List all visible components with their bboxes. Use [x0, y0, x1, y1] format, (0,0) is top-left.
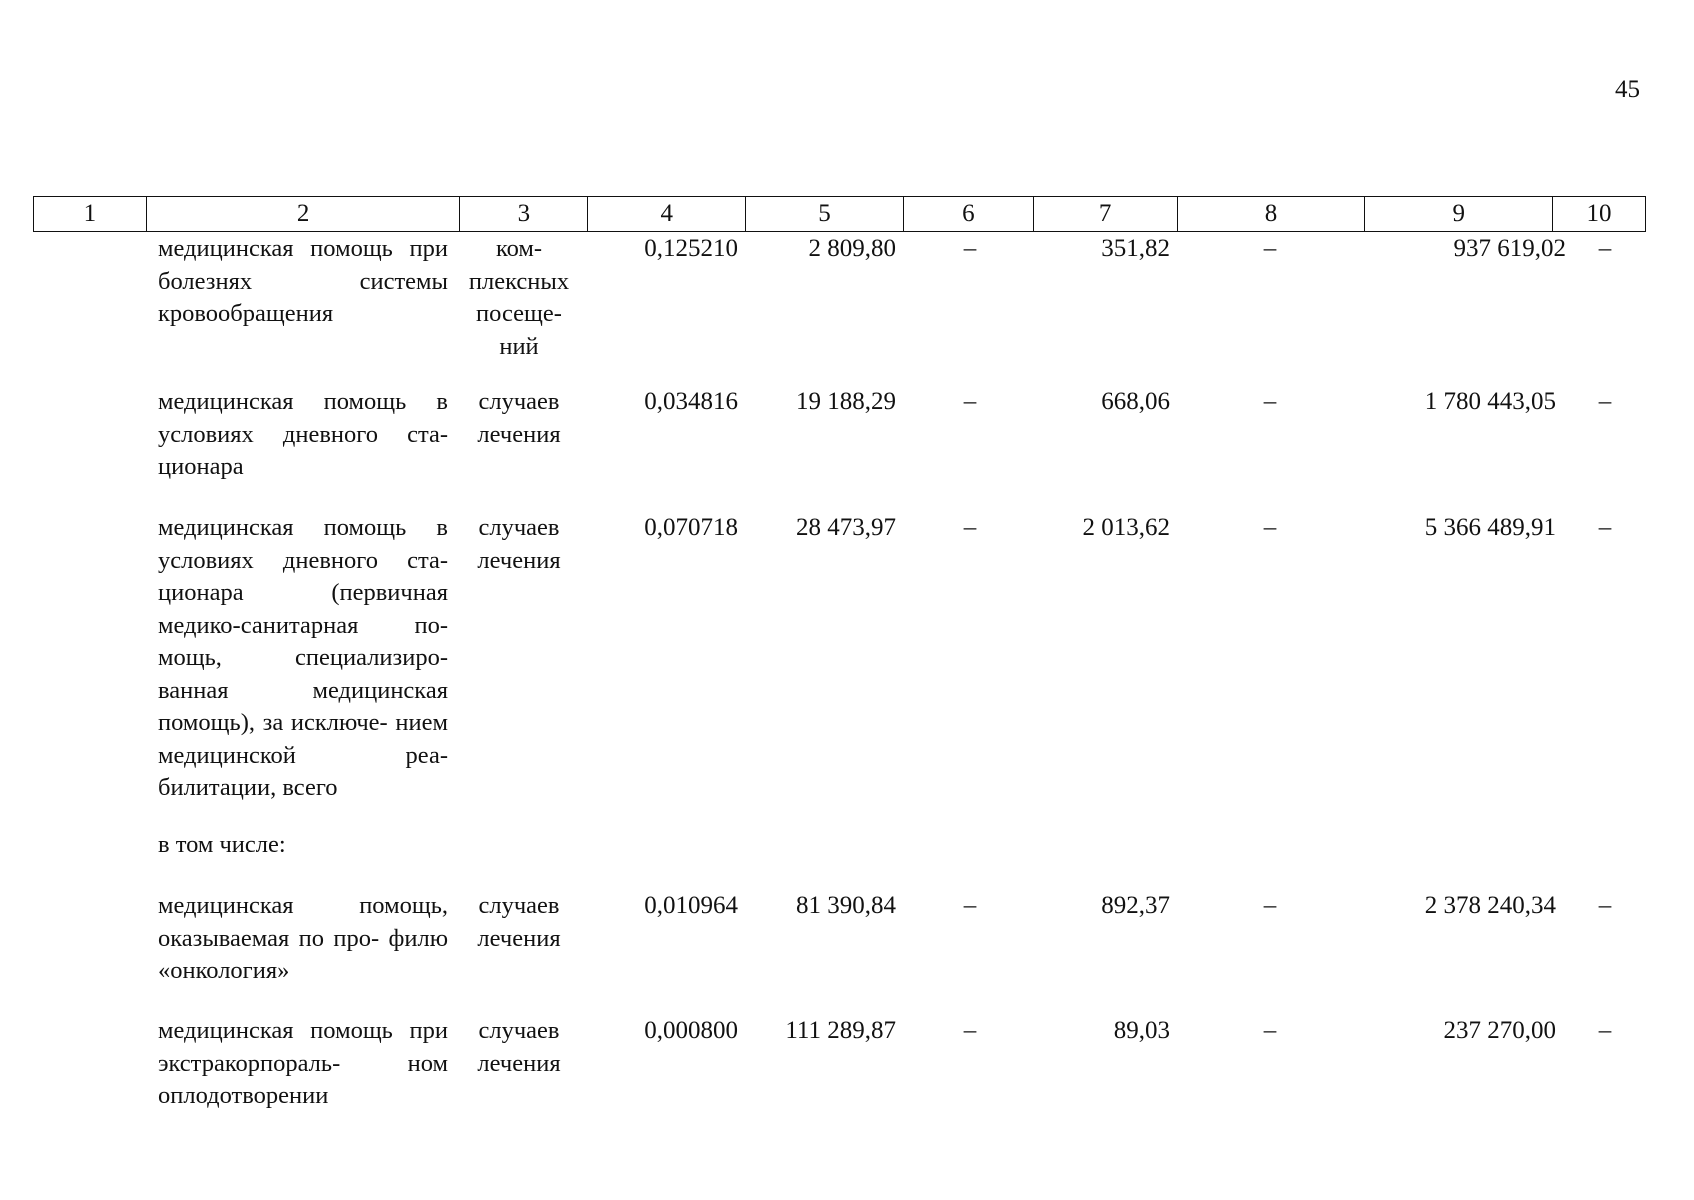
row-c4: 0,034816 [644, 388, 738, 415]
row-unit: случаев лечения [477, 514, 561, 574]
header-cell: 10 [1586, 200, 1612, 227]
row-name: медицинская помощь в условиях дневного ста- ционара [158, 388, 448, 480]
row-c5: 81 390,84 [796, 892, 896, 919]
row-c8: – [1263, 514, 1277, 541]
header-cell: 1 [34, 197, 147, 231]
header-cell: 8 [1178, 197, 1366, 231]
row-c10: – [1598, 235, 1612, 262]
row-c5: 19 188,29 [796, 388, 896, 415]
row-c10: – [1598, 514, 1612, 541]
row-c6: – [963, 514, 977, 541]
row-c4: 0,000800 [644, 1017, 738, 1044]
section-label: в том числе: [158, 831, 286, 858]
row-c10: – [1598, 892, 1612, 919]
row-unit: ком- плексных посеще- ний [468, 235, 570, 360]
row-c7: 668,06 [1101, 388, 1170, 415]
row-c4: 0,125210 [644, 235, 738, 262]
header-cell: 3 [460, 197, 588, 231]
row-c7: 892,37 [1101, 892, 1170, 919]
row-c7: 2 013,62 [1082, 514, 1170, 541]
header-cell: 2 [147, 197, 461, 231]
row-c9: 2 378 240,34 [1424, 892, 1556, 919]
row-c10: – [1598, 1017, 1612, 1044]
header-cell: 5 [746, 197, 904, 231]
header-cell: 4 [588, 197, 746, 231]
header-cell: 6 [904, 197, 1034, 231]
row-unit: случаев лечения [477, 892, 561, 952]
row-c9: 5 366 489,91 [1424, 514, 1556, 541]
row-name: медицинская помощь при болезнях системы кровообращения [158, 235, 448, 327]
row-c8: – [1263, 1017, 1277, 1044]
row-name: медицинская помощь, оказываемая по про- филю «онкология» [158, 892, 448, 984]
row-c9: 237 270,00 [1443, 1017, 1556, 1044]
row-name: медицинская помощь в условиях дневного ста- ционара (первичная медико-санитарная по- мощь, специализиро- ванная медицинская помощь), за исключе- нием медицинской реа- билитации, всего [158, 514, 448, 801]
row-c9: 1 780 443,05 [1424, 388, 1556, 415]
row-unit: случаев лечения [477, 388, 561, 448]
row-c9: 937 619,02 [1453, 235, 1566, 262]
page-number: 45 [1615, 76, 1640, 103]
row-c5: 28 473,97 [796, 514, 896, 541]
row-c7: 351,82 [1101, 235, 1170, 262]
row-c8: – [1263, 235, 1277, 262]
row-c4: 0,070718 [644, 514, 738, 541]
row-unit: случаев лечения [477, 1017, 561, 1077]
row-c7: 89,03 [1113, 1017, 1170, 1044]
header-cell: 7 [1034, 197, 1178, 231]
header-cell: 9 [1365, 197, 1553, 231]
row-c5: 111 289,87 [785, 1017, 896, 1044]
row-name: медицинская помощь при экстракорпораль- ном оплодотворении [158, 1017, 448, 1109]
row-c6: – [963, 235, 977, 262]
row-c8: – [1263, 388, 1277, 415]
row-c4: 0,010964 [644, 892, 738, 919]
row-c6: – [963, 388, 977, 415]
row-c6: – [963, 892, 977, 919]
row-c10: – [1598, 388, 1612, 415]
row-c6: – [963, 1017, 977, 1044]
table-header-row [33, 196, 1646, 232]
row-c5: 2 809,80 [808, 235, 896, 262]
row-c8: – [1263, 892, 1277, 919]
